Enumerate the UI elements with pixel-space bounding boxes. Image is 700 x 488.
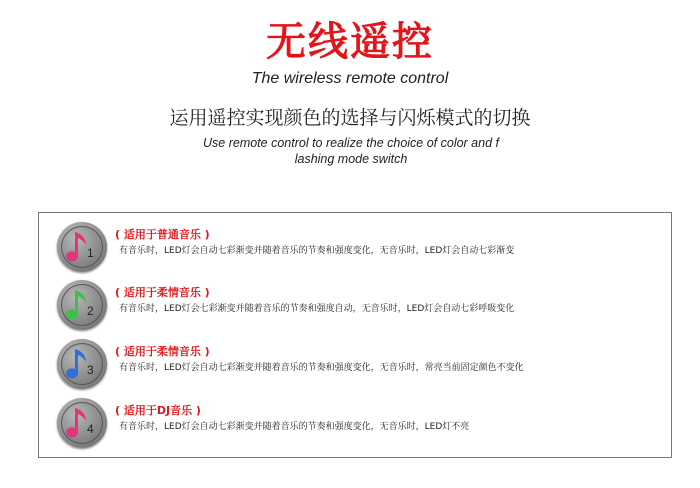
music-note-glyph	[66, 408, 86, 437]
description-english-line-1: Use remote control to realize the choice of color and f	[203, 136, 499, 150]
mode-row-1	[39, 221, 671, 277]
mode-label: ( 适用于柔情音乐 )	[115, 345, 210, 358]
mode-label: ( 适用于DJ音乐 )	[115, 404, 201, 417]
mode-row-2	[39, 279, 671, 335]
description-english-line-2: lashing mode switch	[294, 152, 408, 166]
mode-label: ( 适用于柔情音乐 )	[115, 286, 210, 299]
mode-3-button[interactable]	[57, 339, 107, 389]
mode-number: 2	[87, 304, 94, 318]
mode-label: ( 适用于普通音乐 )	[115, 228, 210, 241]
music-note-glyph	[66, 290, 86, 319]
mode-description: 有音乐时，LED灯会自动七彩渐变并随着音乐的节奏和强度变化，无音乐时，常亮当前固定颜色不变化	[119, 363, 524, 373]
description-english	[175, 135, 527, 167]
mode-number: 4	[87, 422, 94, 436]
mode-description: 有音乐时，LED灯会自动七彩渐变并随着音乐的节奏和强度变化，无音乐时，LED灯会自动七彩渐变	[119, 246, 515, 256]
mode-panel	[38, 212, 672, 458]
mode-number: 3	[87, 363, 94, 377]
mode-number: 1	[87, 246, 94, 260]
mode-2-button[interactable]	[57, 280, 107, 330]
headline-chinese: 运用遥控实现颜色的选择与闪烁模式的切换	[169, 107, 531, 129]
page-title: 无线遥控	[266, 18, 434, 65]
music-note-glyph	[66, 349, 86, 378]
mode-4-button[interactable]	[57, 398, 107, 448]
mode-description: 有音乐时，LED灯会自动七彩渐变并随着音乐的节奏和强度变化，无音乐时，LED灯不亮	[119, 422, 470, 432]
mode-row-4	[39, 397, 671, 453]
mode-description: 有音乐时，LED灯会七彩渐变并随着音乐的节奏和强度自动，无音乐时，LED灯会自动七彩呼吸变化	[119, 304, 515, 314]
music-note-glyph	[66, 232, 86, 261]
subtitle-english: The wireless remote control	[251, 70, 449, 87]
mode-row-3	[39, 338, 671, 394]
mode-1-button[interactable]	[57, 222, 107, 272]
